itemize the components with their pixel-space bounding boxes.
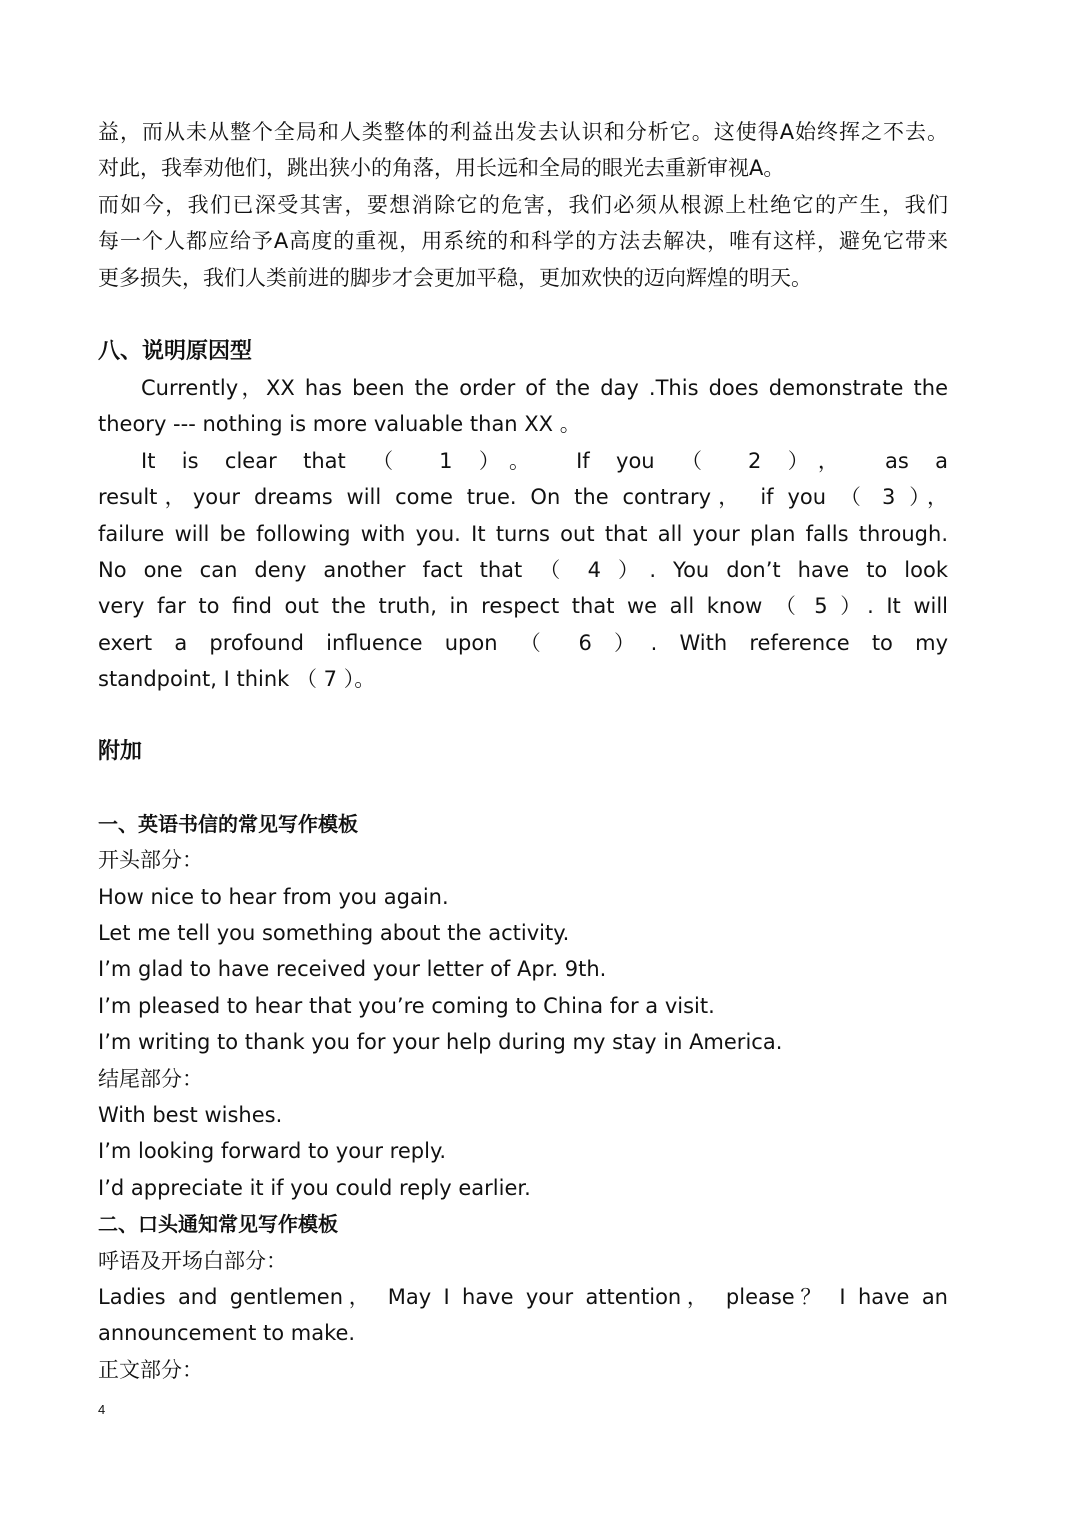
section8-line: very far to find out the truth, in respect that we all know （ 5 ）. It will [98, 594, 948, 619]
section8-heading: 八、说明原因型 [98, 339, 253, 365]
letter-template-heading: 一、英语书信的常见写作模板 [98, 811, 358, 836]
greeting-line: announcement to make. [98, 1321, 356, 1346]
opening-line: How nice to hear from you again. [98, 884, 449, 909]
section8-line: theory --- nothing is more valuable than XX 。 [98, 412, 581, 437]
greeting-line: Ladies and gentlemen， May I have your attention， please？ I have an [98, 1284, 948, 1309]
intro-line: 对此，我奉劝他们，跳出狭小的角落，用长远和全局的眼光去重新审视A。 [98, 156, 785, 181]
intro-line: 益，而从未从整个全局和人类整体的利益出发去认识和分析它。这使得A始终挥之不去。 [98, 120, 948, 144]
section8-line: failure will be following with you. It turns out that all your plan falls through. [98, 521, 948, 546]
body-label: 正文部分： [98, 1357, 203, 1382]
section8-line: It is clear that （ 1 ）。 If you （ 2 ）， as a [141, 448, 948, 473]
opening-line: I’m writing to thank you for your help during my stay in America. [98, 1030, 783, 1055]
opening-line: I’m glad to have received your letter of Apr. 9th. [98, 957, 607, 982]
intro-line: 每一个人都应给予A高度的重视，用系统的和科学的方法去解决，唯有这样，避免它带来 [98, 229, 948, 254]
section8-line: standpoint, I think （ 7 ）。 [98, 667, 376, 692]
section8-line: result，your dreams will come true. On the contrary， if you （ 3 ）， [98, 485, 948, 510]
section8-line: Currently，XX has been the order of the day .This does demonstrate the [141, 376, 948, 401]
closing-label: 结尾部分： [98, 1066, 203, 1091]
opening-line: I’m pleased to hear that you’re coming to China for a visit. [98, 993, 715, 1018]
closing-line: With best wishes. [98, 1102, 283, 1127]
greeting-label: 呼语及开场白部分： [98, 1248, 287, 1273]
section8-line: exert a profound influence upon （ 6 ）. With reference to my [98, 630, 948, 655]
opening-label: 开头部分： [98, 848, 203, 873]
intro-line: 更多损失，我们人类前进的脚步才会更加平稳，更加欢快的迈向辉煌的明天。 [98, 265, 812, 290]
closing-line: I’d appreciate it if you could reply earlier. [98, 1175, 531, 1200]
section8-line: No one can deny another fact that （ 4 ）. You don’t have to look [98, 558, 948, 583]
page-number: 4 [98, 1402, 106, 1417]
notice-template-heading: 二、口头通知常见写作模板 [98, 1212, 338, 1237]
appendix-heading: 附加 [98, 738, 143, 764]
closing-line: I’m looking forward to your reply. [98, 1139, 447, 1164]
document-page [98, 114, 948, 1388]
opening-line: Let me tell you something about the activity. [98, 920, 570, 945]
intro-line: 而如今，我们已深受其害，要想消除它的危害，我们必须从根源上杜绝它的产生，我们 [98, 192, 948, 217]
